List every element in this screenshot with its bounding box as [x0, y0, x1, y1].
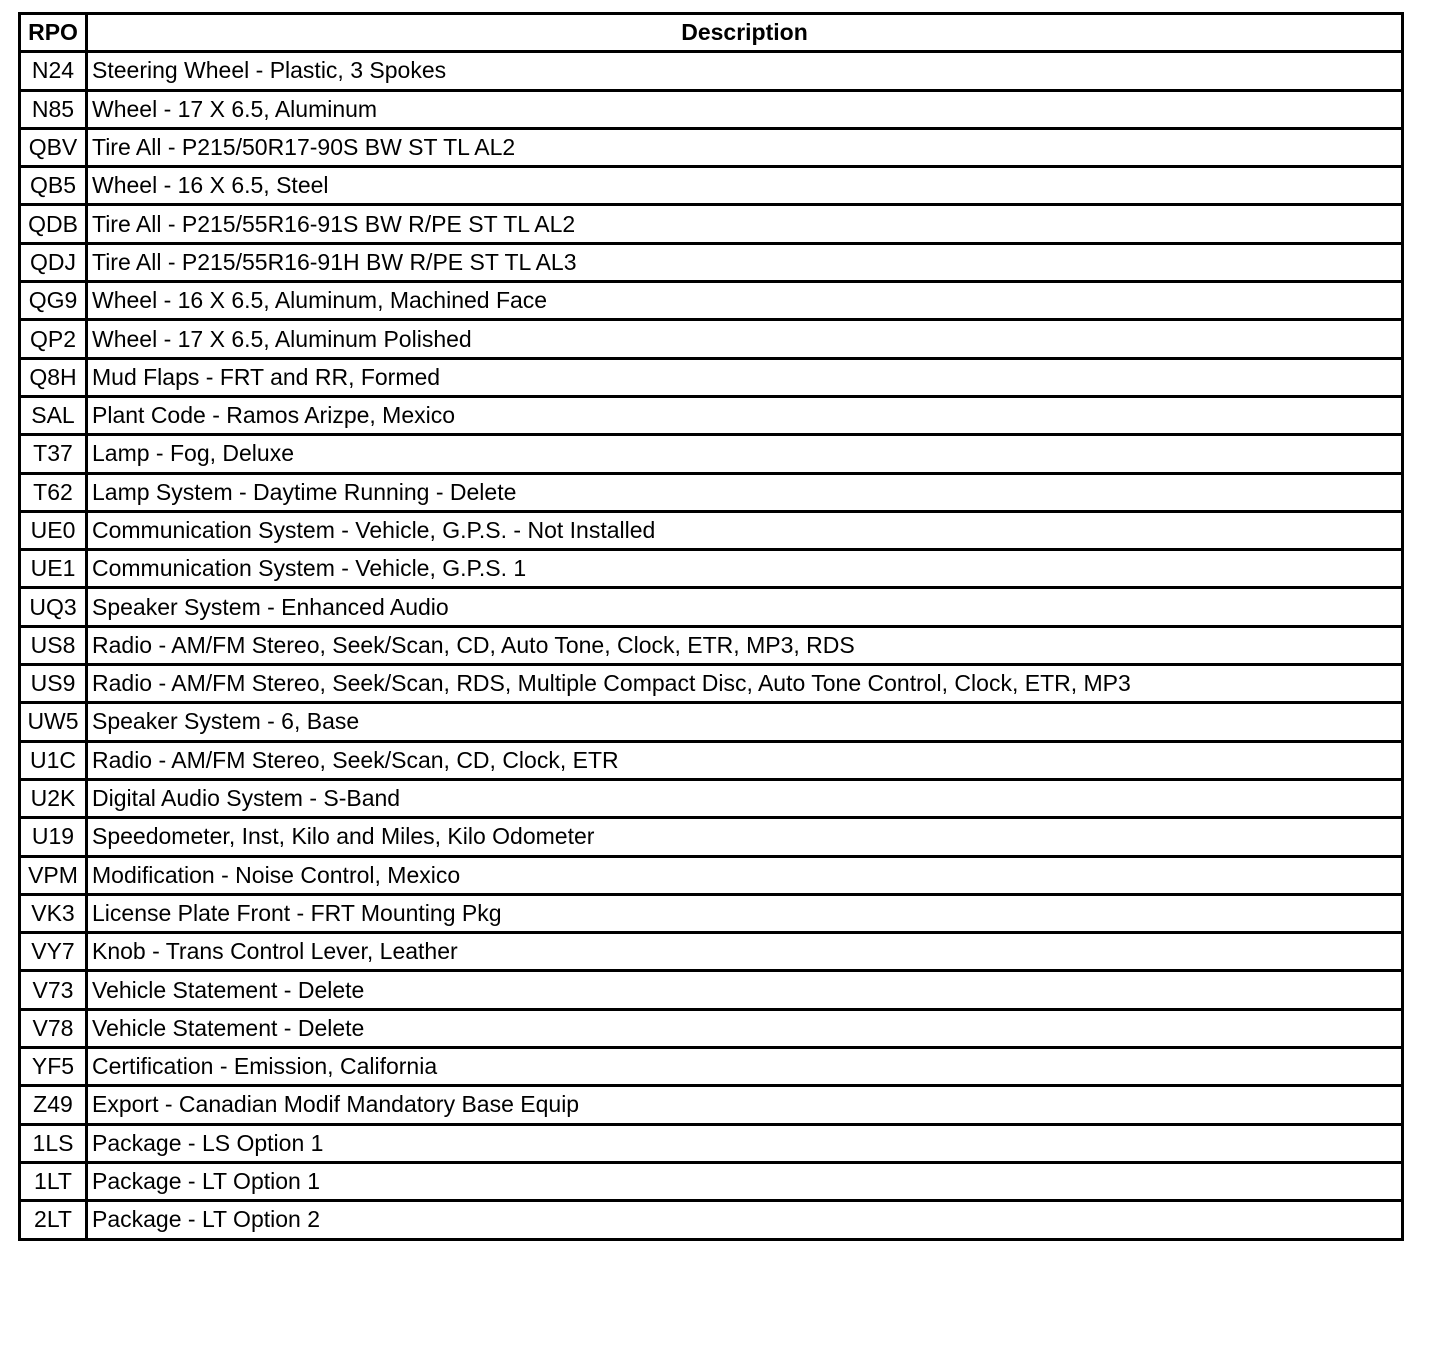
table-row: [20, 358, 1403, 396]
description-cell: Export - Canadian Modif Mandatory Base Equip: [87, 1086, 1403, 1124]
header-description: Description: [87, 14, 1403, 52]
description-cell: Steering Wheel - Plastic, 3 Spokes: [87, 52, 1403, 90]
table-row: [20, 1048, 1403, 1086]
rpo-code-cell: U19: [20, 818, 87, 856]
rpo-code-cell: SAL: [20, 396, 87, 434]
table-row: [20, 473, 1403, 511]
table-row: [20, 894, 1403, 932]
table-row: [20, 1124, 1403, 1162]
description-cell: Wheel - 16 X 6.5, Steel: [87, 167, 1403, 205]
table-row: [20, 282, 1403, 320]
table-row: [20, 396, 1403, 434]
table-row: [20, 128, 1403, 166]
table-body: [20, 52, 1403, 1239]
header-rpo: RPO: [20, 14, 87, 52]
description-cell: Modification - Noise Control, Mexico: [87, 856, 1403, 894]
table-row: [20, 779, 1403, 817]
table-row: [20, 971, 1403, 1009]
description-cell: Mud Flaps - FRT and RR, Formed: [87, 358, 1403, 396]
rpo-code-cell: QG9: [20, 282, 87, 320]
table-row: [20, 1009, 1403, 1047]
description-cell: Lamp - Fog, Deluxe: [87, 435, 1403, 473]
rpo-code-cell: N24: [20, 52, 87, 90]
description-cell: Communication System - Vehicle, G.P.S. 1: [87, 550, 1403, 588]
rpo-code-cell: 1LS: [20, 1124, 87, 1162]
description-cell: Package - LS Option 1: [87, 1124, 1403, 1162]
table-row: [20, 1086, 1403, 1124]
rpo-code-cell: YF5: [20, 1048, 87, 1086]
rpo-code-cell: T62: [20, 473, 87, 511]
table-row: [20, 243, 1403, 281]
description-cell: Knob - Trans Control Lever, Leather: [87, 933, 1403, 971]
description-cell: Package - LT Option 2: [87, 1201, 1403, 1239]
table-row: [20, 933, 1403, 971]
rpo-code-cell: US8: [20, 626, 87, 664]
description-cell: Lamp System - Daytime Running - Delete: [87, 473, 1403, 511]
description-cell: Tire All - P215/55R16-91H BW R/PE ST TL AL3: [87, 243, 1403, 281]
table-row: [20, 703, 1403, 741]
table-row: [20, 320, 1403, 358]
rpo-code-cell: V73: [20, 971, 87, 1009]
table-row: [20, 167, 1403, 205]
rpo-code-cell: QB5: [20, 167, 87, 205]
description-cell: Radio - AM/FM Stereo, Seek/Scan, CD, Auto Tone, Clock, ETR, MP3, RDS: [87, 626, 1403, 664]
rpo-code-cell: UE0: [20, 511, 87, 549]
description-cell: Communication System - Vehicle, G.P.S. - Not Installed: [87, 511, 1403, 549]
description-cell: Wheel - 17 X 6.5, Aluminum Polished: [87, 320, 1403, 358]
table-row: [20, 90, 1403, 128]
rpo-code-cell: VK3: [20, 894, 87, 932]
rpo-code-cell: T37: [20, 435, 87, 473]
table-row: [20, 665, 1403, 703]
rpo-code-cell: UE1: [20, 550, 87, 588]
rpo-code-cell: U1C: [20, 741, 87, 779]
rpo-code-cell: 1LT: [20, 1162, 87, 1200]
rpo-code-cell: Z49: [20, 1086, 87, 1124]
table-row: [20, 588, 1403, 626]
table-row: [20, 550, 1403, 588]
rpo-table: [18, 12, 1404, 1241]
rpo-code-cell: QBV: [20, 128, 87, 166]
rpo-code-cell: UQ3: [20, 588, 87, 626]
table-row: [20, 1201, 1403, 1239]
description-cell: Package - LT Option 1: [87, 1162, 1403, 1200]
description-cell: Radio - AM/FM Stereo, Seek/Scan, CD, Clock, ETR: [87, 741, 1403, 779]
table-row: [20, 1162, 1403, 1200]
description-cell: Wheel - 16 X 6.5, Aluminum, Machined Face: [87, 282, 1403, 320]
description-cell: Speedometer, Inst, Kilo and Miles, Kilo Odometer: [87, 818, 1403, 856]
rpo-code-cell: 2LT: [20, 1201, 87, 1239]
description-cell: Certification - Emission, California: [87, 1048, 1403, 1086]
description-cell: Speaker System - 6, Base: [87, 703, 1403, 741]
description-cell: Speaker System - Enhanced Audio: [87, 588, 1403, 626]
table-row: [20, 435, 1403, 473]
rpo-code-cell: VY7: [20, 933, 87, 971]
rpo-code-cell: QDB: [20, 205, 87, 243]
description-cell: Digital Audio System - S-Band: [87, 779, 1403, 817]
table-row: [20, 52, 1403, 90]
table-row: [20, 818, 1403, 856]
rpo-code-cell: VPM: [20, 856, 87, 894]
rpo-code-cell: QP2: [20, 320, 87, 358]
header-row: [20, 14, 1403, 52]
rpo-code-cell: U2K: [20, 779, 87, 817]
table-row: [20, 626, 1403, 664]
rpo-code-cell: QDJ: [20, 243, 87, 281]
rpo-code-cell: Q8H: [20, 358, 87, 396]
description-cell: Tire All - P215/50R17-90S BW ST TL AL2: [87, 128, 1403, 166]
rpo-code-cell: N85: [20, 90, 87, 128]
rpo-code-cell: UW5: [20, 703, 87, 741]
rpo-code-cell: V78: [20, 1009, 87, 1047]
description-cell: Vehicle Statement - Delete: [87, 1009, 1403, 1047]
rpo-code-cell: US9: [20, 665, 87, 703]
table-row: [20, 856, 1403, 894]
table-row: [20, 511, 1403, 549]
description-cell: Plant Code - Ramos Arizpe, Mexico: [87, 396, 1403, 434]
table-row: [20, 205, 1403, 243]
description-cell: Radio - AM/FM Stereo, Seek/Scan, RDS, Multiple Compact Disc, Auto Tone Control, Clock, ETR, MP3: [87, 665, 1403, 703]
description-cell: Wheel - 17 X 6.5, Aluminum: [87, 90, 1403, 128]
description-cell: Tire All - P215/55R16-91S BW R/PE ST TL AL2: [87, 205, 1403, 243]
table-row: [20, 741, 1403, 779]
description-cell: License Plate Front - FRT Mounting Pkg: [87, 894, 1403, 932]
description-cell: Vehicle Statement - Delete: [87, 971, 1403, 1009]
